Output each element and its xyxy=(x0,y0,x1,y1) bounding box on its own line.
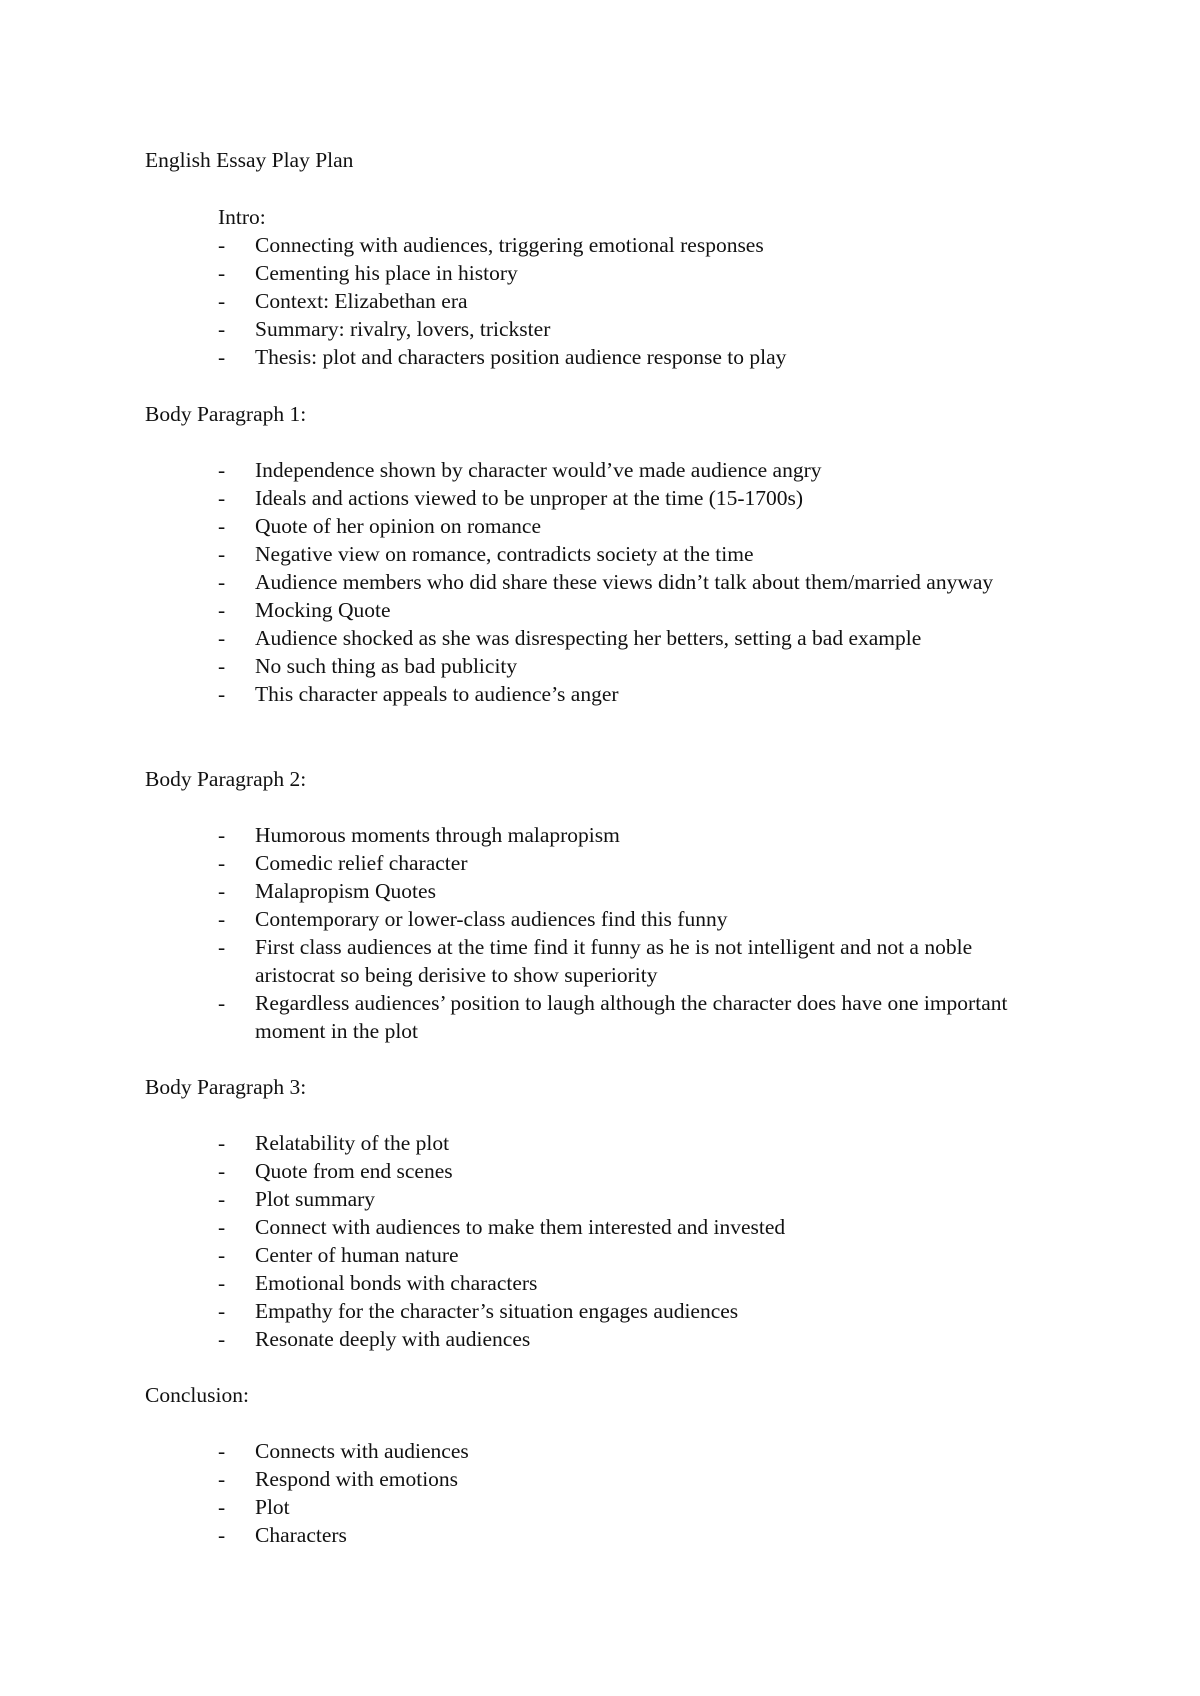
list-item-text: Cementing his place in history xyxy=(255,261,518,285)
bullet-marker: - xyxy=(218,823,226,847)
bullet-marker: - xyxy=(218,486,226,510)
list-item xyxy=(0,343,1200,371)
list-item-text: Contemporary or lower-class audiences find this funny xyxy=(255,907,728,931)
list-item-text: Empathy for the character’s situation engages audiences xyxy=(255,1299,739,1323)
bullet-marker: - xyxy=(218,682,226,706)
list-item xyxy=(0,1269,1200,1297)
list-item-text: Characters xyxy=(255,1523,347,1547)
bullet-marker: - xyxy=(218,1159,226,1183)
bullet-marker: - xyxy=(218,1495,226,1519)
list-item xyxy=(0,456,1200,484)
list-item xyxy=(0,877,1200,905)
bullet-marker: - xyxy=(218,1439,226,1463)
section-heading-body-paragraph-3: Body Paragraph 3: xyxy=(145,1075,307,1099)
bullet-marker: - xyxy=(218,991,226,1015)
bullet-list-body-paragraph-1 xyxy=(0,456,1200,708)
list-item-text: Relatability of the plot xyxy=(255,1131,450,1155)
list-item-text: Quote from end scenes xyxy=(255,1159,453,1183)
list-item-text: Humorous moments through malapropism xyxy=(255,823,620,847)
list-item xyxy=(0,680,1200,708)
list-item xyxy=(0,1297,1200,1325)
bullet-marker: - xyxy=(218,851,226,875)
list-item xyxy=(0,1437,1200,1465)
list-item xyxy=(0,1157,1200,1185)
bullet-marker: - xyxy=(218,907,226,931)
list-item xyxy=(0,1185,1200,1213)
list-item xyxy=(0,652,1200,680)
bullet-list-body-paragraph-3 xyxy=(0,1129,1200,1353)
bullet-marker: - xyxy=(218,626,226,650)
list-item xyxy=(0,1465,1200,1493)
list-item-text: Plot summary xyxy=(255,1187,376,1211)
section-heading-body-paragraph-1: Body Paragraph 1: xyxy=(145,402,307,426)
bullet-marker: - xyxy=(218,317,226,341)
bullet-list-conclusion xyxy=(0,1437,1200,1549)
list-item-text: Comedic relief character xyxy=(255,851,468,875)
list-item xyxy=(0,1129,1200,1157)
bullet-marker: - xyxy=(218,654,226,678)
list-item-text: Connecting with audiences, triggering emotional responses xyxy=(255,233,764,257)
list-item xyxy=(0,231,1200,259)
bullet-marker: - xyxy=(218,598,226,622)
bullet-marker: - xyxy=(218,458,226,482)
list-item-text: Negative view on romance, contradicts society at the time xyxy=(255,542,754,566)
bullet-marker: - xyxy=(218,1467,226,1491)
bullet-marker: - xyxy=(218,1215,226,1239)
bullet-marker: - xyxy=(218,1187,226,1211)
list-item-text: Independence shown by character would’ve made audience angry xyxy=(255,458,822,482)
list-item-text: Malapropism Quotes xyxy=(255,879,436,903)
bullet-marker: - xyxy=(218,1299,226,1323)
bullet-marker: - xyxy=(218,1327,226,1351)
bullet-marker: - xyxy=(218,261,226,285)
section-heading-intro: Intro: xyxy=(218,205,266,229)
bullet-marker: - xyxy=(218,289,226,313)
list-item-text: Connects with audiences xyxy=(255,1439,469,1463)
list-item xyxy=(0,1241,1200,1269)
list-item xyxy=(0,905,1200,933)
list-item xyxy=(0,315,1200,343)
bullet-marker: - xyxy=(218,879,226,903)
list-item xyxy=(0,933,1200,989)
list-item-text: Audience members who did share these views didn’t talk about them/married anyway xyxy=(255,570,994,594)
section-heading-body-paragraph-2: Body Paragraph 2: xyxy=(145,767,307,791)
list-item-text: Connect with audiences to make them interested and invested xyxy=(255,1215,786,1239)
list-item xyxy=(0,849,1200,877)
list-item-text: Emotional bonds with characters xyxy=(255,1271,538,1295)
list-item-text: No such thing as bad publicity xyxy=(255,654,518,678)
bullet-marker: - xyxy=(218,233,226,257)
bullet-marker: - xyxy=(218,514,226,538)
list-item-text: Ideals and actions viewed to be unproper at the time (15-1700s) xyxy=(255,486,804,510)
section-heading-conclusion: Conclusion: xyxy=(145,1383,249,1407)
list-item-text: This character appeals to audience’s anger xyxy=(255,682,619,706)
list-item xyxy=(0,568,1200,596)
list-item-text: Thesis: plot and characters position audience response to play xyxy=(255,345,787,369)
list-item-text: Resonate deeply with audiences xyxy=(255,1327,531,1351)
list-item-text: Summary: rivalry, lovers, trickster xyxy=(255,317,551,341)
list-item xyxy=(0,1213,1200,1241)
list-item-text: Mocking Quote xyxy=(255,598,391,622)
list-item-text: Plot xyxy=(255,1495,290,1519)
document-title: English Essay Play Plan xyxy=(145,148,354,172)
list-item-text: Regardless audiences’ position to laugh although the character does have one important moment in the plot xyxy=(255,991,1008,1043)
list-item-text: Center of human nature xyxy=(255,1243,459,1267)
list-item-text: Quote of her opinion on romance xyxy=(255,514,541,538)
list-item xyxy=(0,624,1200,652)
bullet-list-intro xyxy=(0,231,1200,371)
list-item-text: Audience shocked as she was disrespecting her betters, setting a bad example xyxy=(255,626,922,650)
list-item xyxy=(0,287,1200,315)
bullet-marker: - xyxy=(218,345,226,369)
bullet-marker: - xyxy=(218,1523,226,1547)
bullet-marker: - xyxy=(218,1131,226,1155)
list-item xyxy=(0,1493,1200,1521)
list-item-text: Respond with emotions xyxy=(255,1467,459,1491)
list-item-text: Context: Elizabethan era xyxy=(255,289,468,313)
list-item xyxy=(0,1325,1200,1353)
list-item xyxy=(0,259,1200,287)
list-item xyxy=(0,821,1200,849)
bullet-marker: - xyxy=(218,1243,226,1267)
list-item xyxy=(0,512,1200,540)
list-item xyxy=(0,1521,1200,1549)
bullet-list-body-paragraph-2 xyxy=(0,821,1200,1045)
bullet-marker: - xyxy=(218,570,226,594)
bullet-marker: - xyxy=(218,935,226,959)
list-item xyxy=(0,540,1200,568)
list-item xyxy=(0,484,1200,512)
list-item xyxy=(0,596,1200,624)
list-item-text: First class audiences at the time find it funny as he is not intelligent and not a noble aristocrat so being derisive to show superiority xyxy=(255,935,973,987)
list-item xyxy=(0,989,1200,1045)
bullet-marker: - xyxy=(218,1271,226,1295)
bullet-marker: - xyxy=(218,542,226,566)
